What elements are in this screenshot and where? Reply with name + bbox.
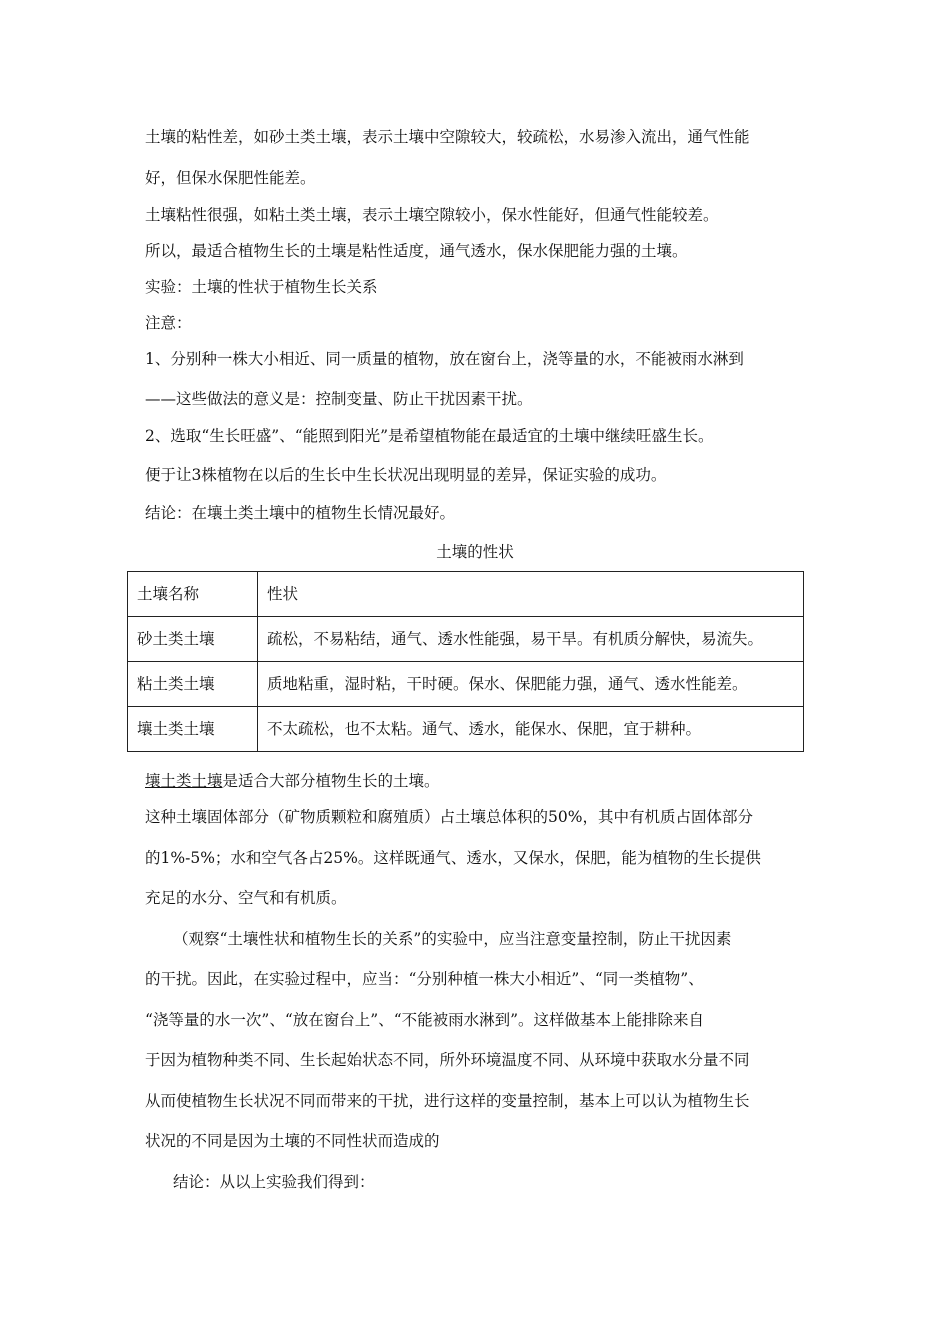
table-cell-soil-name: 砂土类土壤 (128, 617, 258, 662)
paragraph-soil-poor-viscosity-cont: 好，但保水保肥性能差。 (145, 169, 316, 187)
soil-properties-table (127, 571, 804, 752)
paragraph-soil-high-viscosity: 土壤粘性很强，如粘土类土壤，表示土壤空隙较小，保水性能好，但通气性能较差。 (145, 206, 719, 224)
table-row (128, 707, 804, 752)
table-cell-soil-property: 不太疏松，也不太粘。通气、透水，能保水、保肥，宜于耕种。 (258, 707, 804, 752)
table-header-cell: 土壤名称 (128, 572, 258, 617)
paragraph-note-2: 2、选取“生长旺盛”、“能照到阳光”是希望植物能在最适宜的土壤中继续旺盛生长。 (145, 427, 714, 445)
paragraph-soil-poor-viscosity: 土壤的粘性差，如砂土类土壤，表示土壤中空隙较大，较疏松，水易渗入流出，通气性能 (145, 128, 750, 146)
paragraph-observation-cont-3: 于因为植物种类不同、生长起始状态不同，所外环境温度不同、从环境中获取水分量不同 (145, 1051, 750, 1069)
paragraph-loam-composition-cont: 的1%-5%；水和空气各占25%。这样既通气、透水，又保水，保肥，能为植物的生长提供 (145, 849, 761, 867)
paragraph-loam-composition: 这种土壤固体部分（矿物质颗粒和腐殖质）占土壤总体积的50%，其中有机质占固体部分 (145, 808, 753, 826)
table-row (128, 662, 804, 707)
paragraph-loam-summary (145, 771, 440, 791)
paragraph-notice: 注意： (145, 314, 192, 332)
paragraph-note-1-cont: ——这些做法的意义是：控制变量、防止干扰因素干扰。 (145, 390, 533, 408)
table-cell-soil-property: 质地粘重，湿时粘，干时硬。保水、保肥能力强，通气、透水性能差。 (258, 662, 804, 707)
paragraph-best-soil: 所以，最适合植物生长的土壤是粘性适度，通气透水，保水保肥能力强的土壤。 (145, 242, 688, 260)
paragraph-observation-cont-5: 状况的不同是因为土壤的不同性状而造成的 (145, 1132, 440, 1150)
paragraph-note-2-cont: 便于让3株植物在以后的生长中生长状况出现明显的差异，保证实验的成功。 (145, 466, 667, 484)
paragraph-note-1: 1、分别种一株大小相近、同一质量的植物，放在窗台上，浇等量的水，不能被雨水淋到 (145, 350, 744, 368)
paragraph-observation-cont-4: 从而使植物生长状况不同而带来的干扰，进行这样的变量控制，基本上可以认为植物生长 (145, 1092, 750, 1110)
table-header-cell: 性状 (258, 572, 804, 617)
table-cell-soil-property: 疏松，不易粘结，通气、透水性能强，易干旱。有机质分解快，易流失。 (258, 617, 804, 662)
paragraph-final-conclusion: 结论：从以上实验我们得到： (173, 1173, 375, 1191)
table-cell-soil-name: 粘土类土壤 (128, 662, 258, 707)
table-caption: 土壤的性状 (436, 543, 514, 561)
table-header-row (128, 572, 804, 617)
paragraph-experiment-title: 实验：土壤的性状于植物生长关系 (145, 278, 378, 296)
paragraph-observation: （观察“土壤性状和植物生长的关系”的实验中，应当注意变量控制，防止干扰因素 (173, 930, 732, 948)
table-row (128, 617, 804, 662)
paragraph-conclusion: 结论：在壤土类土壤中的植物生长情况最好。 (145, 504, 456, 522)
paragraph-observation-cont-1: 的干扰。因此，在实验过程中，应当：“分别种植一株大小相近”、“同一类植物”、 (145, 970, 704, 988)
table-cell-soil-name: 壤土类土壤 (128, 707, 258, 752)
paragraph-observation-cont-2: “浇等量的水一次”、“放在窗台上”、“不能被雨水淋到”。这样做基本上能排除来自 (145, 1011, 705, 1029)
loam-summary-text: 是适合大部分植物生长的土壤。 (222, 772, 440, 790)
underlined-loam-term: 壤土类土壤 (145, 772, 223, 790)
paragraph-loam-composition-end: 充足的水分、空气和有机质。 (145, 889, 347, 907)
